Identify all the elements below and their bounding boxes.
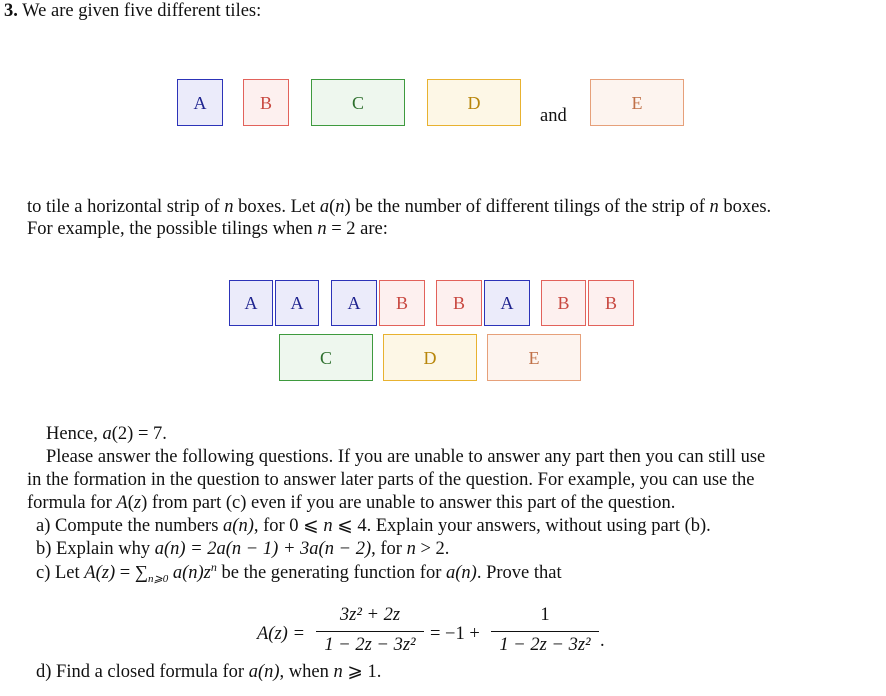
tile-e [590,79,684,126]
strip-description-line2 [27,218,388,240]
part-label: b) [36,539,52,559]
equation-den2 [489,634,601,656]
equation-num1 [314,604,426,626]
math-numerator: 1 [540,605,550,625]
equation-lhs [257,623,305,645]
tiling-aa-tile-2 [275,280,319,326]
tile-label: B [604,293,617,313]
tiling-bb-tile-1 [541,280,586,326]
tile-b [243,79,289,126]
text-fragment: (2) = 7. [111,424,167,444]
part-b [36,538,449,560]
tile-label: E [528,347,540,368]
text-fragment: Hence, [46,424,103,444]
tiling-d [383,334,477,381]
tile-label: B [395,293,408,313]
text-fragment: For example, the possible tilings when [27,219,318,239]
tile-label: A [347,293,361,313]
problem-number: 3. [4,1,18,21]
text-fragment: ) [344,197,351,217]
tile-label: C [319,347,332,368]
tiling-ba-tile-1 [436,280,482,326]
equation-num2 [489,604,601,626]
text-fragment: Explain why [56,539,155,559]
tiling-bb-tile-2 [588,280,634,326]
math-var: z [133,493,142,513]
tiling-aa-tile-1 [229,280,273,326]
tile-label: A [244,293,258,313]
text-fragment: ⩾ 1. [342,662,382,682]
math-superscript: n [210,560,217,574]
math-var: a [102,424,112,444]
math-var: n [323,516,333,536]
math-numerator: 3z² + 2z [339,605,401,625]
math-var: n [224,197,234,217]
text-fragment: ) from part (c) even if you are unable to answer this part of the question. [141,493,676,513]
math-var: a [223,516,233,536]
text-fragment: ( [329,197,336,217]
math-denominator: 1 − 2z − 3z² [324,635,416,655]
problem-header [4,0,261,22]
text-fragment: = [115,563,135,583]
hence-line [46,423,167,445]
math-formula: a(n) = 2a(n − 1) + 3a(n − 2) [154,539,372,559]
text-fragment: Compute the numbers [55,516,224,536]
text-fragment: > 2. [415,539,450,559]
tiling-c [279,334,373,381]
math-var: n [709,197,719,217]
math-var: a(n) [248,662,280,682]
tiling-ab-tile-2 [379,280,425,326]
math-var: (n) [232,516,254,536]
tile-label: B [259,92,272,113]
equation-mid: = −1 + [430,624,480,644]
text-fragment: , when [279,662,334,682]
equation-period: . [600,631,605,651]
text-fragment: . Prove that [476,563,562,583]
tile-label: B [557,293,570,313]
tile-label: D [423,347,437,368]
tile-label: A [500,293,514,313]
text-fragment: formula for [27,493,117,513]
paragraph-line3 [27,492,675,514]
math-term: a(n)z [168,563,211,583]
part-label: d) [36,662,52,682]
text-fragment: be the number of different tilings of the strip of [350,197,710,217]
tile-d [427,79,521,126]
math-var: A [116,493,128,513]
tile-label: E [631,92,643,113]
tiling-ba-tile-2 [484,280,530,326]
tile-label: C [351,92,364,113]
fraction-bar-1 [316,631,424,632]
math-var: a [319,197,330,217]
math-var: A(z) [84,563,116,583]
and-word: and [540,106,567,126]
math-var: n [406,539,416,559]
text-fragment: Find a closed formula for [56,662,249,682]
text-fragment: to tile a horizontal strip of [27,197,225,217]
text-fragment: boxes. Let [233,197,320,217]
part-d [36,661,381,683]
text-fragment: boxes. [718,197,772,217]
text-fragment: ( [127,493,134,513]
paragraph-line2: in the formation in the question to answer later parts of the question. For example, you can use the [27,470,755,490]
part-label: c) [36,563,51,583]
tiling-e [487,334,581,381]
text-fragment: Let [55,563,85,583]
sum-subscript: n⩾0 [148,573,169,585]
text-fragment: = 2 are: [326,219,388,239]
sum-symbol: ∑ [134,563,148,583]
text-fragment: , for [371,539,407,559]
text-fragment: be the generating function for [216,563,446,583]
math-var: n [333,662,343,682]
math-var: n [335,197,345,217]
part-c [36,562,562,584]
tile-label: D [467,92,481,113]
tile-c [311,79,405,126]
tile-label: A [290,293,304,313]
tile-label: B [452,293,465,313]
paragraph-line1: Please answer the following questions. If you are unable to answer any part then you can still use [46,447,766,467]
strip-description-line1 [27,196,771,218]
math-var: n [317,219,327,239]
text-fragment: ⩽ 4. Explain your answers, without using part (b). [332,516,711,536]
fraction-bar-2 [491,631,599,632]
text-fragment: , for 0 ⩽ [253,516,324,536]
part-label: a) [36,516,51,536]
tile-a [177,79,223,126]
tiling-ab-tile-1 [331,280,377,326]
math-lhs: A(z) = [257,624,305,644]
tile-label: A [193,92,207,113]
problem-intro: We are given five different tiles: [22,1,262,21]
part-a [36,515,711,537]
equation-den1 [314,634,426,656]
math-var: a(n) [445,563,477,583]
math-denominator: 1 − 2z − 3z² [499,635,591,655]
